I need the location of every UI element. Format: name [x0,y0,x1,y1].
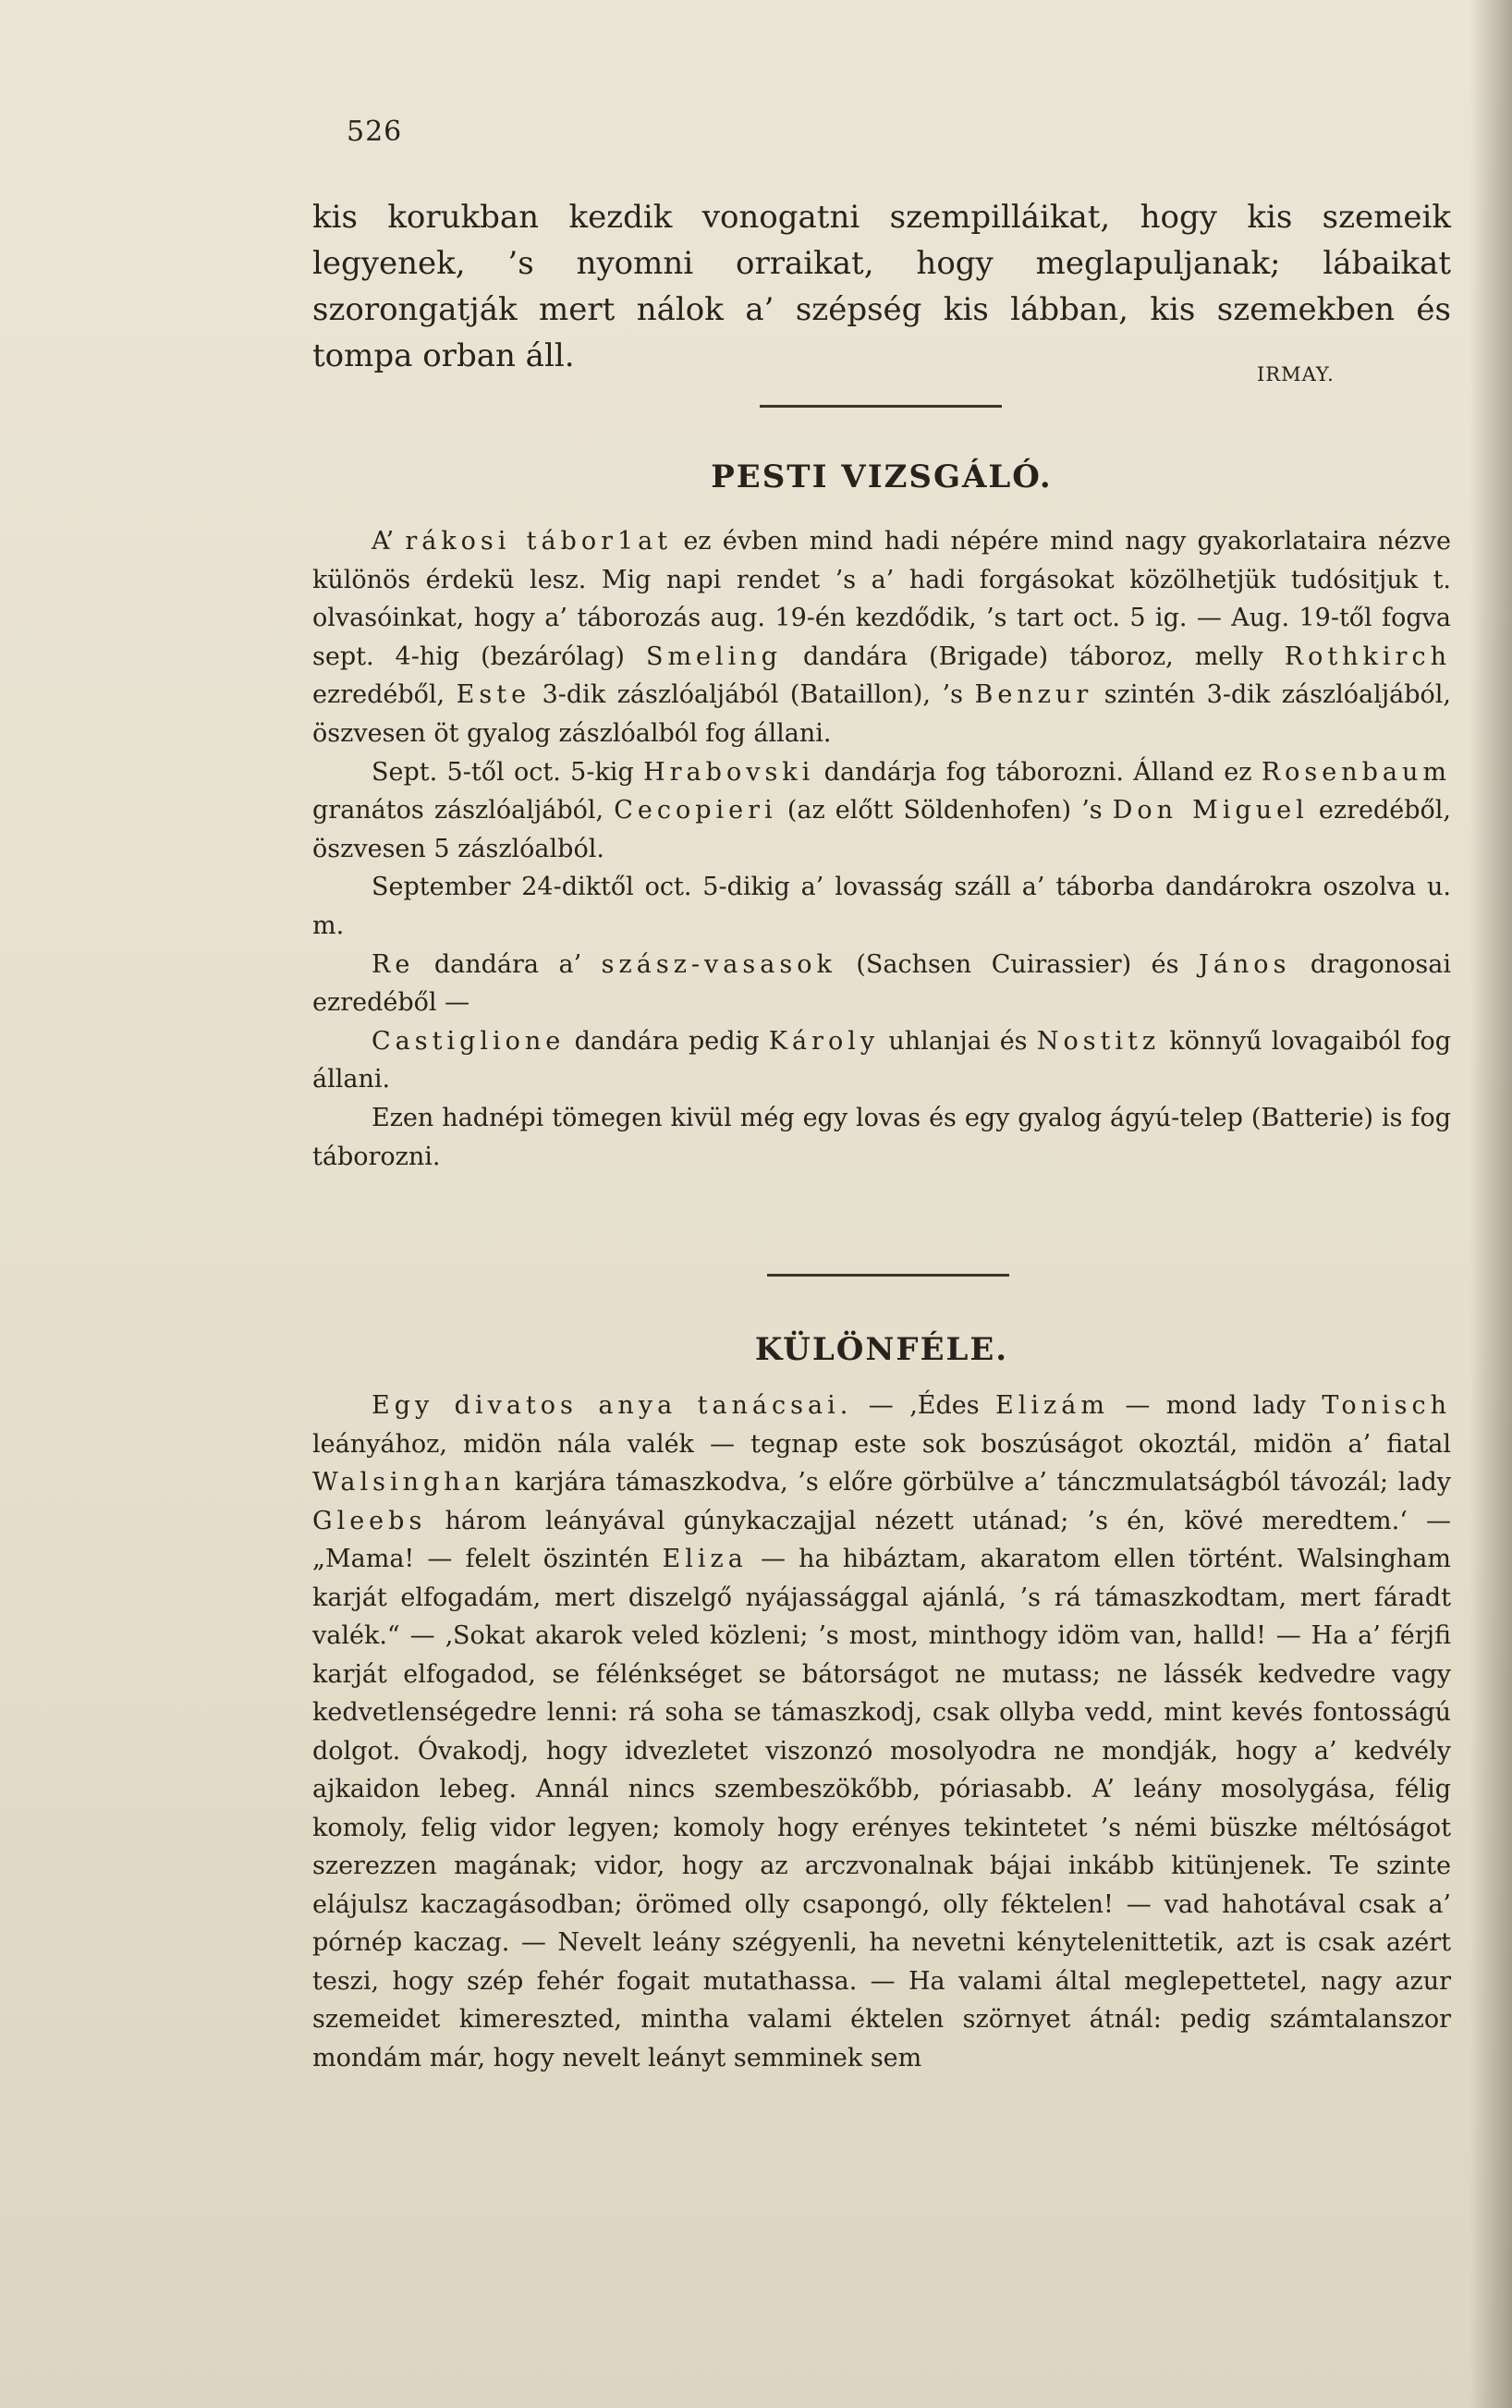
section1-paragraph-2: Sept. 5-től oct. 5-kig Hrabovski dandárja fog táborozni. Álland ez Rosenbaum granátos zászlóaljából, Cecopieri (az előtt Söldenhofen) ’s Don Miguel ezredéből, öszvesen 5 zászlóalból. [312,757,1451,863]
section1-paragraph-4: Re dandára a’ szász-vasasok (Sachsen Cuirassier) és János dragonosai ezredéből — [312,949,1451,1018]
section1-paragraph-3: September 24-diktől oct. 5-dikig a’ lovasság száll a’ táborba dandárokra oszolva u. m. [312,873,1451,940]
section2-paragraph-1: Egy divatos anya tanácsai. — ‚Édes Elizám — mond lady Tonisch leányához, midön nála valék — tegnap este sok boszúságot okoztál, midön a’ fiatal Walsinghan karjára támaszkodva, ’s előre görbülve a’ tánczmulatságból távozál; lady Gleebs három leányával gúnykaczajjal nézett utánad; ’s én, kövé meredtem.‘ — „Mama! — felelt öszintén Eliza — ha hibáztam, akaratom ellen történt. Walsingham karját elfogadám, mert diszelgő nyájassággal ajánlá, ’s rá támaszkodtam, mert fáradt valék.“ — ‚Sokat akarok veled közleni; ’s most, minthogy idöm van, halld! — Ha a’ férjfi karját elfogadod, se félénkséget se bátorságot ne mutass; ne lássék kedvedre vagy kedvetlenségedre lenni: rá soha se támaszkodj, csak ollyba vedd, mint kevés fontosságú dolgot. Óvakodj, hogy idvezletet viszonzó mosolyodra ne mondják, hogy a’ kedvély ajkaidon lebeg. Annál nincs szembeszökőbb, póriasabb. A’ leány mosolygása, félig komoly, felig vidor legyen; komoly hogy erényes tekintetet ’s némi büszke méltóságot szerezzen magának; vidor, hogy az arczvonalnak bájai inkább kitünjenek. Te szinte elájulsz kaczagásodban; örömed olly csapongó, olly féktelen! — vad hahotával csak a’ pórnép kaczag. — Nevelt leány szégyenli, ha nevetni kénytelenittetik, azt is csak azért teszi, hogy szép fehér fogait mutathassa. — Ha valami által meglepettetel, nagy azur szemeidet kimereszted, mintha valami éktelen szörnyet átnál: pedig számtalanszor mondám már, hogy nevelt leányt semminek sem [312,1391,1451,2072]
section1-paragraph-1: A’ rákosi tábor1at ez évben mind hadi népére mind nagy gyakorlataira nézve különös érdekü lesz. Mig napi rendet ’s a’ hadi forgásokat közölhetjük tudósitjuk t. olvasóinkat, hogy a’ táborozás aug. 19-én kezdődik, ’s tart oct. 5 ig. — Aug. 19-től fogva sept. 4-hig (bezárólag) Smeling dandára (Brigade) táboroz, melly Rothkirch ezredéből, Este 3-dik zászlóaljából (Bataillon), ’s Benzur szintén 3-dik zászlóaljából, öszvesen öt gyalog zászlóalból fog állani. [312,527,1452,748]
section2-body [312,1387,1451,2077]
intro-paragraph-block [312,194,1451,379]
section1-body [312,522,1451,1176]
section1-paragraph-6: Ezen hadnépi tömegen kivül még egy lovas és egy gyalog ágyú-telep (Batterie) is fog táborozni. [312,1103,1451,1171]
author-signature: IRMAY. [1257,363,1335,385]
section1-paragraph-5: Castiglione dandára pedig Károly uhlanjai és Nostitz könnyű lovagaiból fog állani. [312,1026,1451,1094]
section-divider-2 [767,1274,1009,1277]
intro-paragraph: kis korukban kezdik vonogatni szempilláikat, hogy kis szemeik legyenek, ’s nyomni orraikat, hogy meglapuljanak; lábaikat szorongatják mert nálok a’ szépség kis lábban, kis szemekben és tompa orban áll. [312,199,1451,374]
section-heading-kulonfele: KÜLÖNFÉLE. [754,1331,1009,1368]
page-number: 526 [347,116,403,148]
section-heading-pesti-vizsgalo: PESTI VIZSGÁLÓ. [711,458,1053,495]
section-divider-1 [760,405,1002,408]
page-spine-shadow [1469,0,1512,2408]
